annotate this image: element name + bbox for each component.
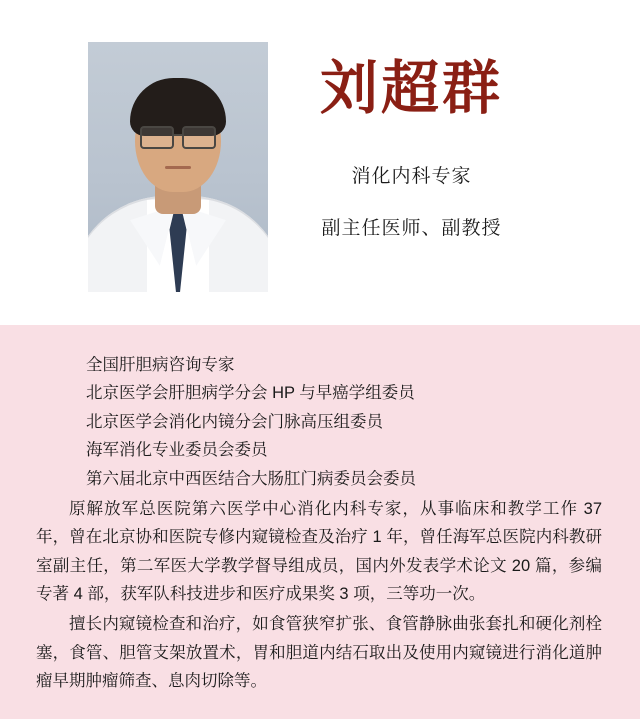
biography-paragraph: 原解放军总医院第六医学中心消化内科专家，从事临床和教学工作 37 年，曾在北京协和医院专修内窥镜检查及治疗 1 年，曾任海军总医院内科教研室副主任，第二军医大学教学督导组成员，国内外发表学术论文 20 篇，参编专著 4 部，获军队科技进步和医疗成果奖 3 项，三等功一次。	[36, 499, 602, 603]
glasses-icon	[138, 126, 218, 146]
expertise-paragraph: 擅长内窥镜检查和治疗，如食管狭窄扩张、食管静脉曲张套扎和硬化剂栓塞，食管、胆管支架放置术，胃和胆道内结石取出及使用内窥镜进行消化道肿瘤早期肿瘤筛查、息肉切除等。	[36, 615, 602, 691]
credential-item: 全国肝胆病咨询专家	[86, 356, 235, 374]
credential-item: 第六届北京中西医结合大肠肛门病委员会委员	[86, 469, 416, 488]
glasses-lens-right	[182, 126, 216, 149]
credential-item: 北京医学会消化内镜分会门脉高压组委员	[86, 412, 383, 431]
profile-header	[0, 0, 640, 325]
credential-item: 海军消化专业委员会委员	[86, 441, 268, 460]
profile-details-panel	[0, 325, 640, 719]
doctor-portrait	[88, 42, 268, 292]
doctor-titles: 副主任医师、副教授	[321, 217, 502, 239]
doctor-identity	[320, 56, 504, 240]
doctor-specialty: 消化内科专家	[351, 166, 472, 187]
doctor-name: 刘超群	[320, 56, 504, 121]
credential-item: 北京医学会肝胆病学分会 HP 与早癌学组委员	[86, 384, 415, 403]
portrait-mouth	[165, 166, 191, 169]
glasses-lens-left	[140, 126, 174, 149]
